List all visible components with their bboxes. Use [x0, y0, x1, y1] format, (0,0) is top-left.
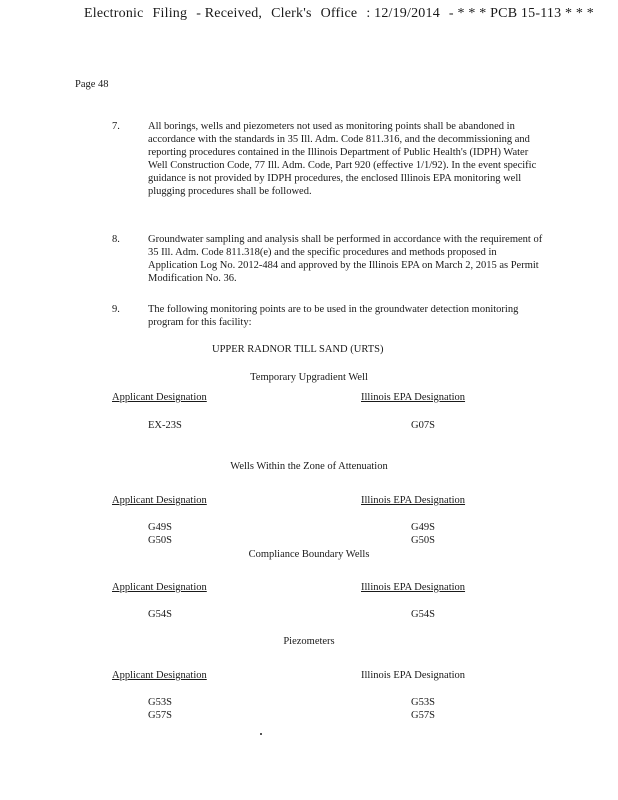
item-text: Groundwater sampling and analysis shall be performed in accordance with the requirement of 35 Ill. Adm. Code 811.318(e) and the specific procedures and methods proposed in Application Log No. 2012-484 and approved by the Illinois EPA on March 2, 2015 as Permit Modification No. 36.	[148, 234, 543, 284]
filing-header	[84, 5, 603, 23]
item-number: 7.	[112, 121, 120, 132]
applicant-cell: G49S	[148, 522, 172, 533]
item-number: 8.	[112, 234, 120, 245]
column-header-epa: Illinois EPA Designation	[361, 670, 466, 681]
unit-title: UPPER RADNOR TILL SAND (URTS)	[212, 344, 384, 355]
epa-cell: G53S	[411, 697, 435, 708]
epa-cell: G07S	[411, 420, 435, 431]
column-header-applicant: Applicant Designation	[112, 495, 207, 506]
header-part: Clerk's	[271, 6, 312, 21]
scan-speck	[260, 733, 262, 735]
section-title: Piezometers	[283, 636, 335, 647]
column-header-applicant: Applicant Designation	[112, 582, 207, 593]
header-part: Office	[320, 6, 358, 21]
header-part: - Received,	[196, 6, 263, 21]
section-title: Compliance Boundary Wells	[248, 549, 370, 560]
column-header-applicant: Applicant Designation	[112, 392, 207, 403]
epa-cell: G49S	[411, 522, 435, 533]
section-title: Temporary Upgradient Well	[250, 372, 368, 383]
header-part: Electronic	[84, 6, 144, 21]
applicant-cell: G50S	[148, 535, 172, 546]
header-part: : 12/19/2014	[366, 6, 440, 21]
epa-cell: G57S	[411, 710, 435, 721]
column-header-applicant: Applicant Designation	[112, 670, 207, 681]
item-number: 9.	[112, 304, 120, 315]
epa-cell: G50S	[411, 535, 435, 546]
applicant-cell: G53S	[148, 697, 172, 708]
column-header-epa-text: Illinois EPA Designation	[361, 392, 466, 403]
header-part: - * * * PCB 15-113 * * *	[448, 6, 594, 21]
item-text: The following monitoring points are to be used in the groundwater detection monitoring program for this facility:	[148, 304, 519, 328]
epa-cell: G54S	[411, 609, 435, 620]
applicant-cell: G54S	[148, 609, 172, 620]
item-text: All borings, wells and piezometers not used as monitoring points shall be abandoned in accordance with the standards in 35 Ill. Adm. Code 811.316, and the decommissioning and reporting procedures contained in the Illinois Department of Public Health's (IDPH) Water Well Construction Code, 77 Ill. Adm. Code, Part 920 (effective 1/1/92). In the event specific guidance is not provided by IDPH procedures, the enclosed Illinois EPA monitoring well plugging procedures shall be followed.	[148, 121, 537, 197]
header-part: Filing	[152, 6, 188, 21]
applicant-cell: EX-23S	[148, 420, 182, 431]
column-header-epa	[361, 391, 465, 405]
column-header-epa: Illinois EPA Designation	[361, 582, 466, 593]
column-header-epa: Illinois EPA Designation	[361, 495, 466, 506]
section-title: Wells Within the Zone of Attenuation	[230, 461, 388, 472]
page-number: Page 48	[75, 79, 109, 90]
applicant-cell: G57S	[148, 710, 172, 721]
